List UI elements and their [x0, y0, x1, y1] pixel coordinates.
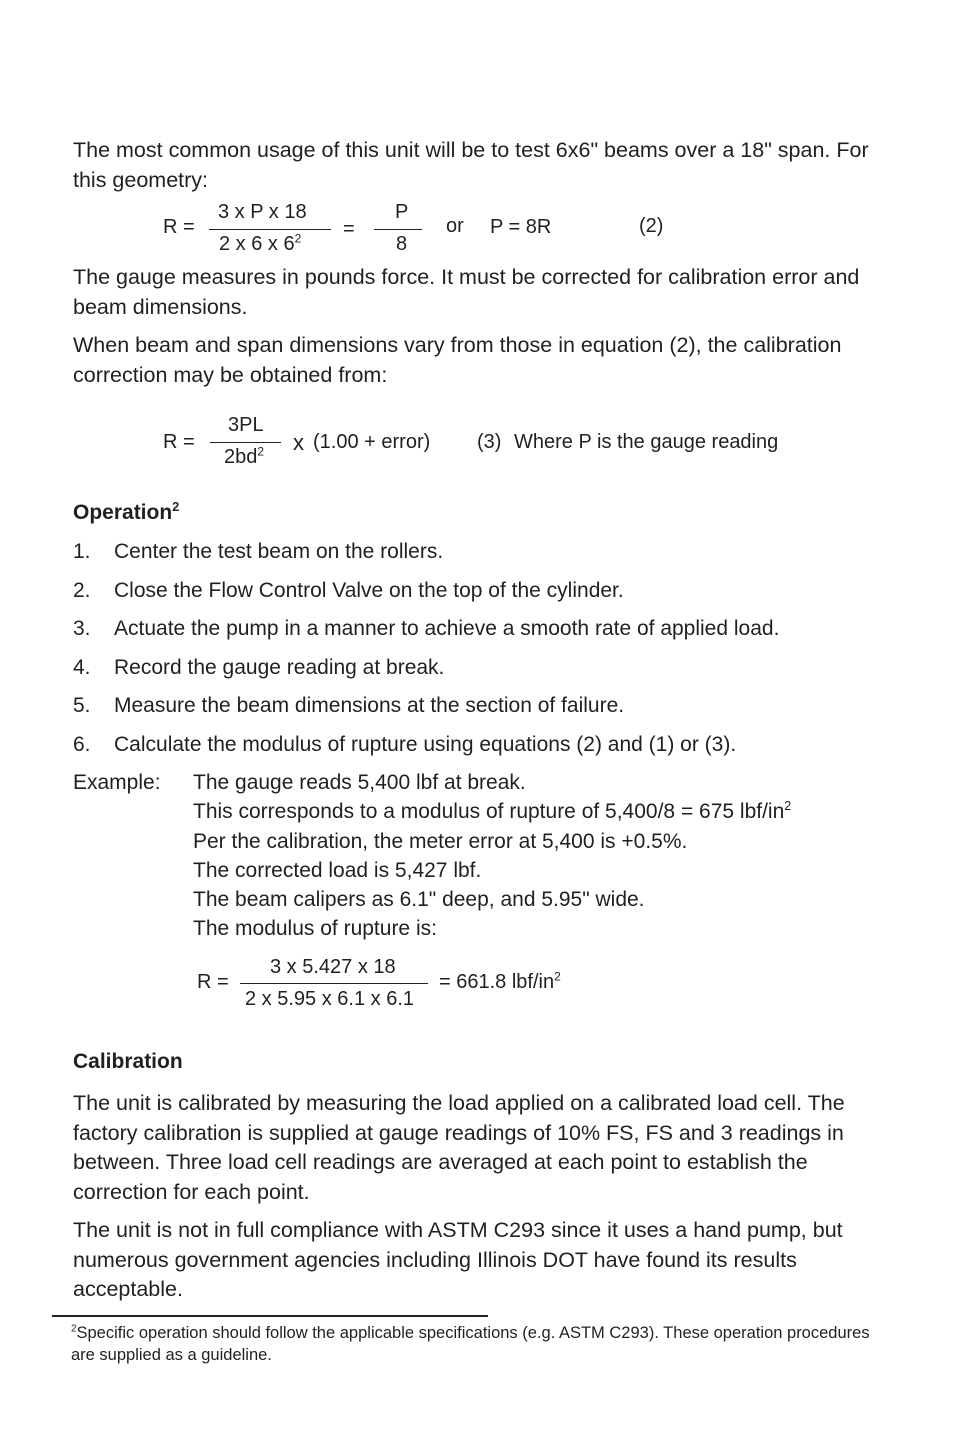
operation-heading: Operation$^2$ [73, 500, 180, 524]
eq2-equals: = [343, 218, 355, 240]
eq2-frac1-line [209, 229, 331, 230]
example-eq-result: = 661.8 lbf/$in^2$ [439, 969, 561, 993]
eq3-number: (3) [477, 431, 502, 453]
eq2-frac1-denominator: 2 x 6 x $6^2$ [219, 231, 302, 255]
eq3-denominator: $2bd^2$ [224, 444, 265, 468]
calibration-paragraph-1: The unit is calibrated by measuring the load applied on a calibrated load cell. The factory calibration is supplied at gauge readings of 10% FS, FS and 3 readings in between. Three load cell readings are averaged at each point to establish the correction for each point. [73, 1091, 845, 1204]
step-text: Calculate the modulus of rupture using equations (2) and (1) or (3). [114, 732, 737, 756]
step-text: Center the test beam on the rollers. [114, 540, 444, 563]
eq2-alternate-form: P = 8R [490, 216, 552, 238]
example-block [193, 768, 791, 944]
step-text: Actuate the pump in a manner to achieve a smooth rate of applied load. [114, 617, 780, 640]
step-number: 6. [73, 732, 91, 756]
step-text: Record the gauge reading at break. [114, 655, 445, 679]
example-equation [0, 952, 954, 1014]
eq3-numerator: 3PL [228, 414, 264, 436]
equation-2 [0, 198, 954, 260]
step-number: 5. [73, 694, 91, 717]
eq3-note: Where P is the gauge reading [514, 431, 779, 453]
example-line-5: The beam calipers as 6.1" deep, and 5.95" wide. [193, 888, 645, 912]
step-number: 2. [73, 578, 91, 602]
step-number: 4. [73, 655, 91, 679]
eq3-r-label: R = [163, 431, 195, 453]
example-line-1: The gauge reads 5,400 lbf at break. [193, 771, 526, 794]
eq3-fraction-line [210, 442, 281, 443]
dimensions-paragraph: When beam and span dimensions vary from those in equation (2), the calibration correction may be obtained from: [73, 333, 842, 387]
calibration-heading: Calibration [73, 1050, 183, 1073]
calibration-paragraph-2: The unit is not in full compliance with ASTM C293 since it uses a hand pump, but numerous government agencies including Illinois DOT have found its results acceptable. [73, 1218, 843, 1301]
example-line-6: The modulus of rupture is: [193, 917, 437, 941]
footnote-divider [52, 1315, 488, 1317]
eq2-frac2-line [374, 229, 422, 230]
example-eq-fraction-line [240, 983, 428, 984]
example-eq-denominator: 2 x 5.95 x 6.1 x 6.1 [245, 988, 414, 1010]
footnote-marker: 2 [71, 1323, 77, 1335]
example-label: Example: [73, 771, 161, 794]
eq2-frac2-denominator: 8 [396, 233, 408, 255]
step-number: 3. [73, 617, 91, 640]
step-number: 1. [73, 540, 91, 563]
eq2-frac1-numerator: 3 x P x 18 [218, 201, 307, 223]
eq2-frac2-numerator: P [395, 201, 409, 223]
example-eq-r-label: R = [197, 971, 229, 993]
footnote [71, 1323, 871, 1366]
intro-paragraph: The most common usage of this unit will be to test 6x6" beams over a 18" span. For this geometry: [73, 138, 869, 192]
equation-3 [0, 412, 954, 474]
example-line-2: This corresponds to a modulus of rupture of 5,400/8 = 675 lbf/$in^2$ [193, 799, 792, 824]
gauge-paragraph: The gauge measures in pounds force. It must be corrected for calibration error and beam dimensions. [73, 265, 860, 319]
eq2-number: (2) [639, 215, 664, 237]
step-text: Measure the beam dimensions at the section of failure. [114, 694, 625, 717]
eq2-or-word: or [446, 215, 464, 237]
eq3-times: x [293, 430, 304, 455]
footnote-text: Specific operation should follow the applicable specifications (e.g. ASTM C293). These operation procedures are supplied as a guideline. [71, 1324, 870, 1364]
example-line-3: Per the calibration, the meter error at 5,400 is +0.5%. [193, 829, 688, 853]
eq3-error-factor: (1.00 + error) [313, 431, 431, 453]
example-eq-numerator: 3 x 5.427 x 18 [270, 956, 396, 978]
step-text: Close the Flow Control Valve on the top of the cylinder. [114, 578, 624, 602]
example-line-4: The corrected load is 5,427 lbf. [193, 858, 482, 882]
eq2-r-label: R = [163, 216, 195, 238]
